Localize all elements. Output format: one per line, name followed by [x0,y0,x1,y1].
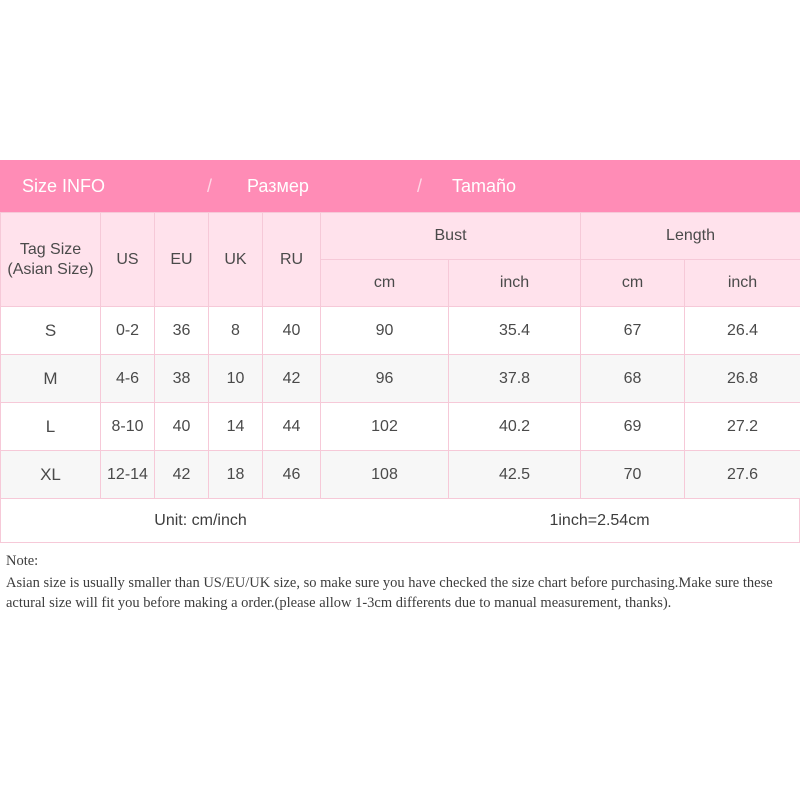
size-info-banner [0,160,800,212]
cell-eu: 38 [155,355,209,403]
banner-separator-2: / [416,175,422,196]
cell-bust-inch: 42.5 [449,451,581,499]
header-bust-cm: cm [321,260,449,307]
cell-ru: 44 [263,403,321,451]
table-row [1,355,800,403]
cell-us: 8-10 [101,403,155,451]
cell-eu: 42 [155,451,209,499]
cell-bust-cm: 102 [321,403,449,451]
cell-bust-cm: 90 [321,307,449,355]
banner-label-english: Size INFO [22,175,106,196]
header-length-cm: cm [581,260,685,307]
cell-us: 0-2 [101,307,155,355]
cell-uk: 10 [209,355,263,403]
header-tag-size-line2: (Asian Size) [7,260,94,278]
cell-bust-cm: 108 [321,451,449,499]
cell-tag-size: S [1,307,101,355]
table-row [1,451,800,499]
note-body: Asian size is usually smaller than US/EU/UK size, so make sure you have checked the size chart before purchasing.Make sure these actural size will fit you before making a order.(please allow 1-3cm differents due to manual measurement, thanks). [6,574,773,612]
unit-label: Unit: cm/inch [154,511,247,529]
cell-length-cm: 67 [581,307,685,355]
unit-row [0,499,800,543]
cell-bust-inch: 37.8 [449,355,581,403]
cell-us: 12-14 [101,451,155,499]
header-tag-size [1,213,101,307]
table-row [1,403,800,451]
conversion-label: 1inch=2.54cm [549,511,650,529]
header-us: US [101,213,155,307]
cell-length-inch: 27.2 [685,403,800,451]
header-length-inch: inch [685,260,800,307]
header-eu: EU [155,213,209,307]
cell-length-cm: 69 [581,403,685,451]
note-title: Note: [6,553,39,569]
table-row [1,307,800,355]
cell-length-inch: 26.4 [685,307,800,355]
header-ru: RU [263,213,321,307]
header-bust: Bust [321,213,581,260]
cell-length-inch: 26.8 [685,355,800,403]
header-bust-inch: inch [449,260,581,307]
header-tag-size-line1: Tag Size [19,240,82,258]
cell-ru: 40 [263,307,321,355]
cell-bust-cm: 96 [321,355,449,403]
header-length: Length [581,213,800,260]
cell-uk: 14 [209,403,263,451]
cell-length-inch: 27.6 [685,451,800,499]
cell-us: 4-6 [101,355,155,403]
cell-tag-size: L [1,403,101,451]
size-chart-container [0,160,800,614]
cell-ru: 42 [263,355,321,403]
cell-ru: 46 [263,451,321,499]
cell-uk: 18 [209,451,263,499]
note-section [0,543,800,614]
cell-bust-inch: 40.2 [449,403,581,451]
size-table [0,212,800,499]
cell-uk: 8 [209,307,263,355]
cell-length-cm: 68 [581,355,685,403]
cell-tag-size: XL [1,451,101,499]
banner-label-russian: Размер [247,175,309,196]
cell-eu: 40 [155,403,209,451]
header-uk: UK [209,213,263,307]
cell-eu: 36 [155,307,209,355]
banner-label-spanish: Tamaño [452,175,517,196]
table-header-row-1 [1,213,800,260]
cell-bust-inch: 35.4 [449,307,581,355]
cell-tag-size: M [1,355,101,403]
banner-separator-1: / [206,175,212,196]
cell-length-cm: 70 [581,451,685,499]
